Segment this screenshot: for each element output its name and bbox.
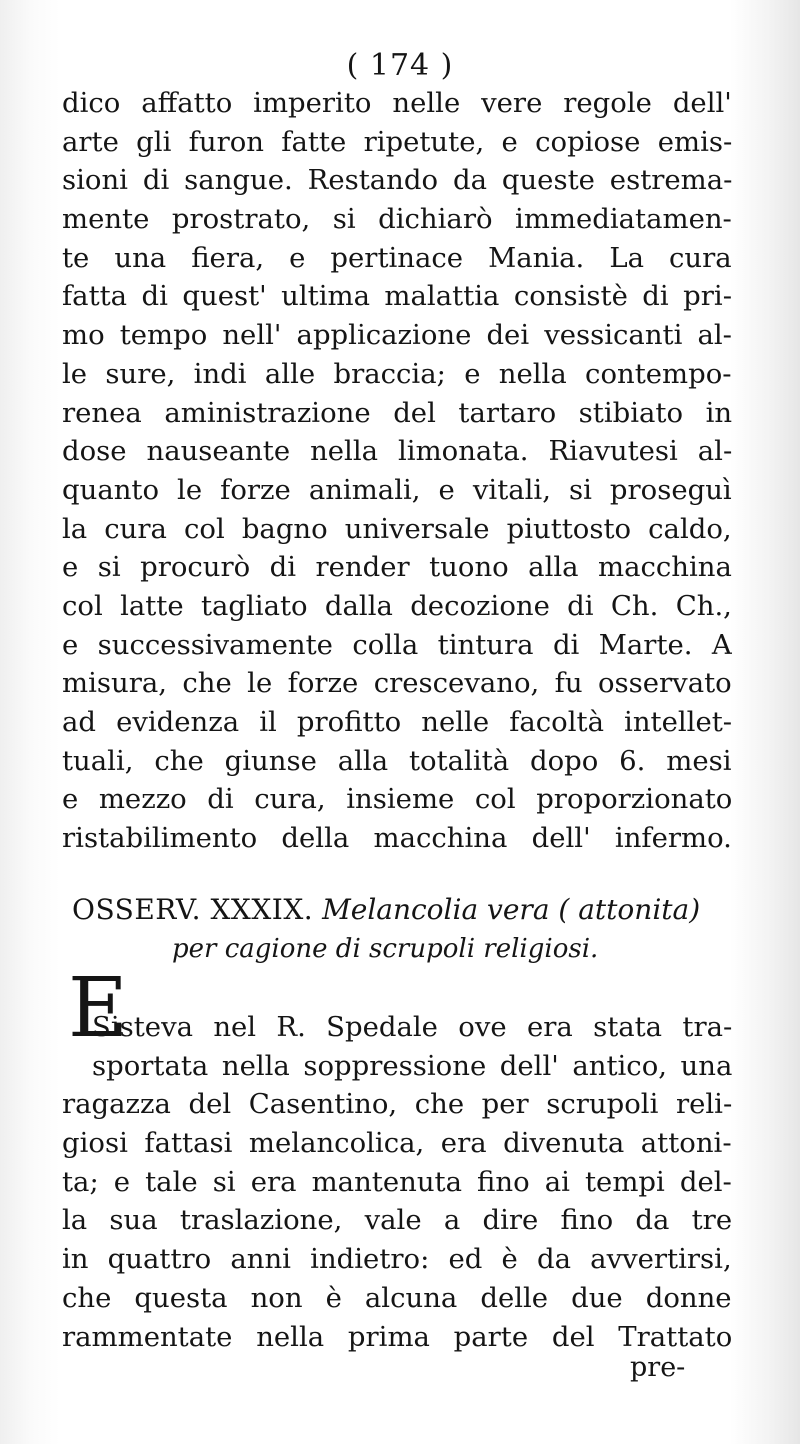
text-line [62, 1163, 732, 1202]
text-line [62, 432, 732, 471]
text-line-content: renea aministrazione del tartaro stibiato in [62, 396, 733, 429]
text-line [62, 316, 732, 355]
text-line [62, 1279, 732, 1318]
text-line-content: ad evidenza il profitto nelle facoltà intellet- [62, 706, 733, 738]
text-line [62, 239, 732, 278]
text-line [62, 355, 732, 394]
text-line-content: le sure, indi alle braccia; e nella contempo- [62, 357, 732, 390]
text-line-content: sioni di sangue. Restando da queste estrema- [62, 164, 733, 197]
text-line-content: la cura col bagno universale piuttosto caldo, [62, 512, 732, 545]
text-line-content: giosi fattasi melancolica, era divenuta attoni- [62, 1127, 732, 1160]
text-line-content: col latte tagliato dalla decozione di Ch. Ch., [62, 589, 732, 622]
observation-subtitle: per cagione di scrupoli religiosi. [172, 934, 599, 964]
text-line [62, 123, 732, 162]
text-line-content: che questa non è alcuna delle due donne [62, 1281, 732, 1314]
text-line-content: Sisteva nel R. Spedale ove era stata tra- [92, 1011, 733, 1043]
paragraph-2 [62, 1008, 732, 1356]
text-line-content: te una fiera, e pertinace Mania. La cura [62, 241, 732, 274]
text-line-content: in quattro anni indietro: ed è da avvertirsi, [62, 1243, 732, 1276]
text-line [62, 1008, 732, 1047]
text-line-content: e successivamente colla tintura di Marte. A [62, 628, 732, 661]
text-line-content: quanto le forze animali, e vitali, si proseguì [62, 473, 732, 506]
text-line [62, 510, 732, 549]
text-line [62, 84, 732, 123]
text-line-content: ristabilimento della macchina dell' infermo. [62, 822, 732, 855]
text-line [62, 200, 732, 239]
text-line [62, 1318, 732, 1357]
text-line-content: dose nauseante nella limonata. Riavutesi al- [62, 435, 733, 468]
text-line-content: mente prostrato, si dichiarò immediatamen- [62, 203, 732, 236]
text-line-content: rammentate nella prima parte del Trattato [62, 1320, 733, 1353]
text-line [62, 664, 732, 703]
text-line [62, 819, 732, 858]
text-line [62, 1047, 732, 1086]
page-number: ( 174 ) [346, 48, 454, 83]
text-line-content: e si procurò di render tuono alla macchina [62, 551, 732, 584]
text-line [62, 703, 732, 742]
text-line-content: ta; e tale si era mantenuta fino ai tempi del- [62, 1165, 732, 1198]
catchword: pre- [630, 1352, 686, 1383]
text-line-content: fatta di quest' ultima malattia consistè di pri- [62, 280, 733, 313]
paragraph-1 [62, 84, 732, 858]
text-line-content: ragazza del Casentino, che per scrupoli reli- [62, 1088, 733, 1121]
observation-heading [72, 890, 732, 968]
text-line-content: la sua traslazione, vale a dire fino da tre [62, 1204, 733, 1237]
text-line [62, 277, 732, 316]
text-line-content: mo tempo nell' applicazione dei vessicanti al- [62, 319, 732, 352]
text-line-content: tuali, che giunse alla totalità dopo 6. mesi [62, 744, 732, 777]
text-line [62, 1085, 732, 1124]
text-line [62, 394, 732, 433]
text-line [62, 780, 732, 819]
text-line [62, 161, 732, 200]
observation-title: Melancolia vera ( attonita) [322, 893, 701, 926]
text-line-content: dico affatto imperito nelle vere regole dell' [62, 87, 732, 119]
text-line-content: misura, che le forze crescevano, fu osservato [62, 667, 732, 700]
text-line-content: e mezzo di cura, insieme col proporzionato [62, 783, 733, 816]
text-line-content: arte gli furon fatte ripetute, e copiose emis- [62, 125, 733, 158]
text-line [62, 626, 732, 665]
drop-cap: E [68, 961, 128, 1056]
text-line [62, 587, 732, 626]
text-line [62, 1201, 732, 1240]
text-line [62, 548, 732, 587]
text-line [62, 742, 732, 781]
text-line [62, 1240, 732, 1279]
text-line [62, 471, 732, 510]
text-line-content: sportata nella soppressione dell' antico, una [92, 1049, 733, 1082]
text-line [62, 1124, 732, 1163]
observation-number: OSSERV. XXXIX. [72, 893, 314, 926]
